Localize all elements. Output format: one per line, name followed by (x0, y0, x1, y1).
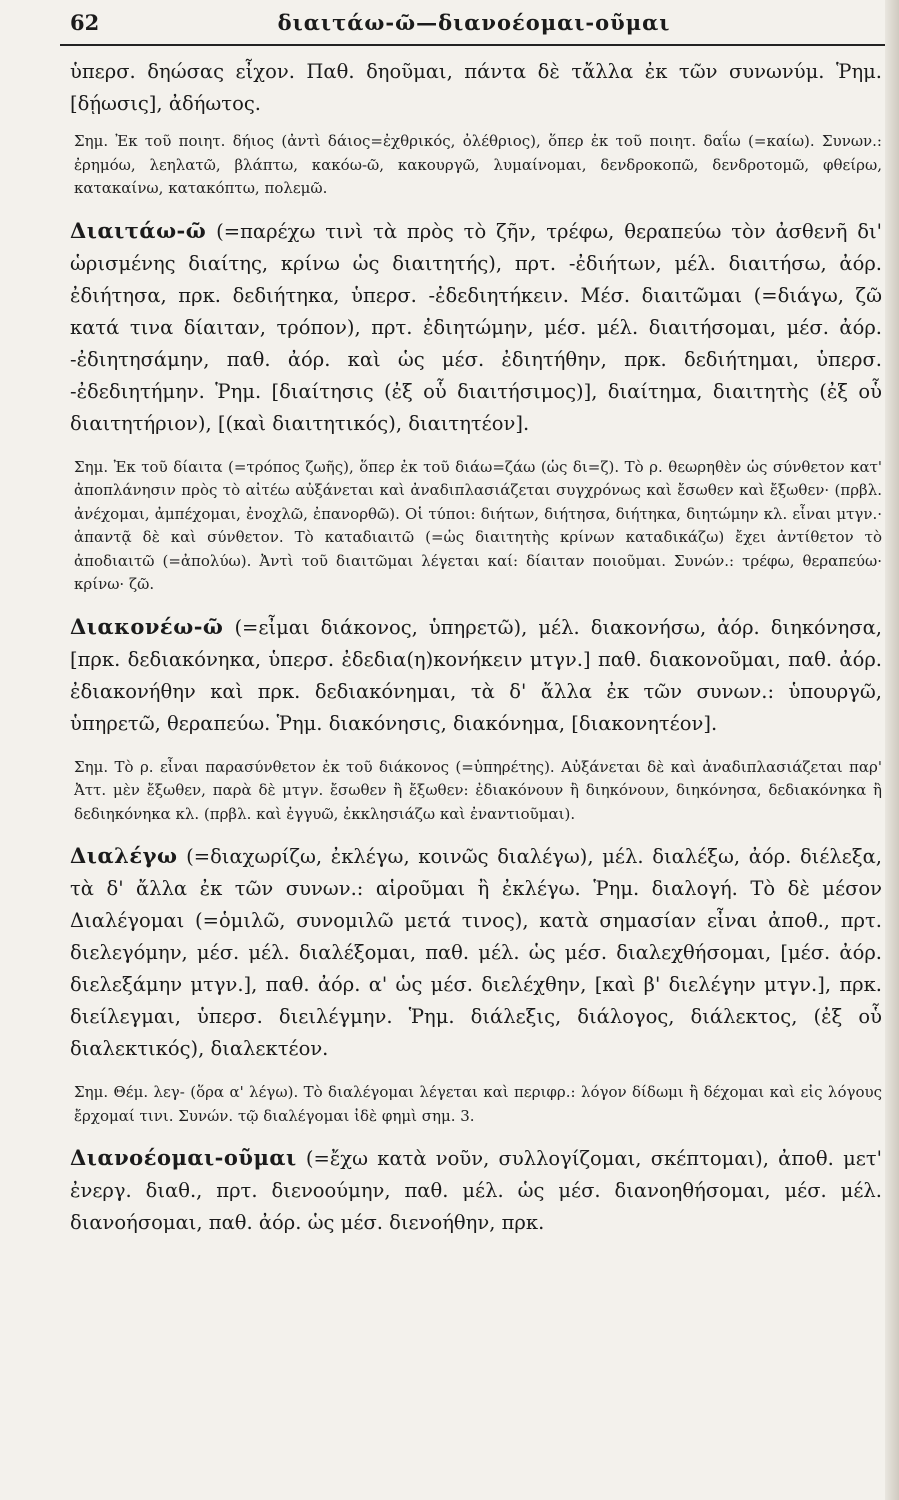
entry-note: Σημ. Τὸ ρ. εἶναι παρασύνθετον ἐκ τοῦ διάκονος (=ὑπηρέτης). Αὐξάνεται δὲ καὶ ἀναδιπλασιάζεται παρ' Ἀττ. μὲν ἔξωθεν, παρὰ δὲ μτγν. ἔσωθεν ἢ ἔξωθεν: ἐδιακόνουν ἢ διηκόνουν, διηκόνησα, δεδιακόνηκα ἢ δεδιηκόνηκα κλ. (πρβλ. καὶ ἐγγυῶ, ἐκκλησιάζω καὶ ἐναντιοῦμαι). (74, 757, 882, 823)
page-header (60, 4, 888, 46)
entry-body: (=διαχωρίζω, ἐκλέγω, κοινῶς διαλέγω), μέλ. διαλέξω, ἀόρ. διέλεξα, τὰ δ' ἄλλα ἐκ τῶν συνων.: αἱροῦμαι ἢ ἐκλέγω. Ῥημ. διαλογή. Τὸ δὲ μέσον Διαλέγομαι (=ὁμιλῶ, συνομιλῶ μετά τινος), κατὰ σημασίαν εἶναι ἀποθ., πρτ. διελεγόμην, μέσ. μέλ. διαλέξομαι, παθ. μέλ. ὡς μέσ. διαλεχθήσομαι, [μέσ. ἀόρ. διελεξάμην μτγν.], παθ. ἀόρ. α' ὡς μέσ. διελέχθην, [καὶ β' διελέγην μτγν.], πρκ. διείλεγμαι, ὑπερσ. διειλέγμην. Ῥημ. διάλεξις, διάλογος, διάλεκτος, (ἐξ οὗ διαλεκτικός), διαλεκτέον. (70, 845, 882, 1060)
entry-dialego (60, 840, 888, 1128)
entry-headword: Διαιτάω-ῶ (70, 217, 207, 243)
page-number: 62 (70, 10, 100, 35)
entry-diakoneo (60, 611, 888, 827)
entry-note: Σημ. Θέμ. λεγ- (ὅρα α' λέγω). Τὸ διαλέγομαι λέγεται καὶ περιφρ.: λόγον δίδωμι ἢ δέχομαι καὶ εἰς λόγους ἔρχομαί τινι. Συνών. τῷ διαλέγομαι ἰδὲ φημὶ σημ. 3. (74, 1083, 882, 1125)
dictionary-page (60, 0, 888, 1500)
entry-note: Σημ. Ἐκ τοῦ δίαιτα (=τρόπος ζωῆς), ὅπερ ἐκ τοῦ διάω=ζάω (ὡς δι=ζ). Τὸ ρ. θεωρηθὲν ὡς σύνθετον κατ' ἀποπλάνησιν πρὸς τὸ αἰτέω αὐξάνεται καὶ ἀναδιπλασιάζεται συγχρόνως καὶ ἔσωθεν καὶ ἔξωθεν· (πρβλ. ἀνέχομαι, ἀμπέχομαι, ἐνοχλῶ, ἐπανορθῶ). Οἱ τύποι: διήτων, διήτησα, διήτηκα, διητώμην κλ. εἶναι μτγν.· ἁπαντᾷ δὲ καὶ σύνθετον. Τὸ καταδιαιτῶ (=ὡς διαιτητὴς κρίνων καταδικάζω) ἔχει ἀντίθετον τὸ ἀποδιαιτῶ (=ἀπολύω). Ἀντὶ τοῦ διαιτῶμαι λέγεται καί: δίαιταν ποιοῦμαι. Συνών.: τρέφω, θεραπεύω· κρίνω· ζῶ. (74, 457, 882, 593)
entry-headword: Διαλέγω (70, 843, 178, 868)
intro-text: ὑπερσ. δηώσας εἶχον. Παθ. δηοῦμαι, πάντα δὲ τἄλλα ἐκ τῶν συνωνύμ. Ῥημ. [δῄωσις], ἀδήωτος. (70, 60, 882, 115)
page-spine-shadow (885, 0, 899, 1500)
entry-dianoeomai (60, 1142, 888, 1239)
entry-headword: Διανοέομαι-οῦμαι (70, 1145, 297, 1170)
entry-body: (=παρέχω τινὶ τὰ πρὸς τὸ ζῆν, τρέφω, θεραπεύω τὸν ἀσθενῆ δι' ὡρισμένης διαίτης, κρίνω ὡς διαιτητής), πρτ. -ἐδιήτων, μέλ. διαιτήσω, ἀόρ. ἐδιήτησα, πρκ. δεδιήτηκα, ὑπερσ. -ἐδεδιητήκειν. Μέσ. διαιτῶμαι (=διάγω, ζῶ κατά τινα δίαιταν, τρόπον), πρτ. ἐδιητώμην, μέσ. μέλ. διαιτήσομαι, μέσ. ἀόρ. -ἐδιητησάμην, παθ. ἀόρ. καὶ ὡς μέσ. ἐδιητήθην, πρκ. δεδιήτημαι, ὑπερσ. -ἐδεδιητήμην. Ῥημ. [διαίτησις (ἐξ οὗ διαιτήσιμος)], διαίτημα, διαιτητὴς (ἐξ οὗ διαιτητήριον), [(καὶ διαιτητικός), διαιτητέον]. (70, 219, 882, 435)
running-head: διαιτάω-ῶ—διανοέομαι-οῦμαι (277, 10, 671, 35)
entry-headword: Διακονέω-ῶ (70, 613, 224, 639)
entry-body: (=ἔχω κατὰ νοῦν, συλλογίζομαι, σκέπτομαι), ἀποθ. μετ' ἐνεργ. διαθ., πρτ. διενοούμην, παθ. μέλ. ὡς μέσ. διανοηθήσομαι, μέσ. μέλ. διανοήσομαι, παθ. ἀόρ. ὡς μέσ. διενοήθην, πρκ. (70, 1147, 882, 1234)
entry-diaitao (60, 215, 888, 597)
entry-body: (=εἶμαι διάκονος, ὑπηρετῶ), μέλ. διακονήσω, ἀόρ. διηκόνησα, [πρκ. δεδιακόνηκα, ὑπερσ. ἐδεδια(η)κονήκειν μτγν.] παθ. διακονοῦμαι, παθ. ἀόρ. ἐδιακονήθην καὶ πρκ. δεδιακόνημαι, τὰ δ' ἄλλα ἐκ τῶν συνων.: ὑπουργῶ, ὑπηρετῶ, θεραπεύω. Ῥημ. διακόνησις, διακόνημα, [διακονητέον]. (70, 615, 882, 735)
intro-note: Σημ. Ἐκ τοῦ ποιητ. δήιος (ἀντὶ δάιος=ἐχθρικός, ὀλέθριος), ὅπερ ἐκ τοῦ ποιητ. δαΐω (=καίω). Συνων.: ἐρημόω, λεηλατῶ, βλάπτω, κακόω-ῶ, κακουργῶ, λυμαίνομαι, δενδροκοπῶ, δενδροτομῶ, φθείρω, κατακαίνω, κατακόπτω, πολεμῶ. (74, 132, 882, 197)
